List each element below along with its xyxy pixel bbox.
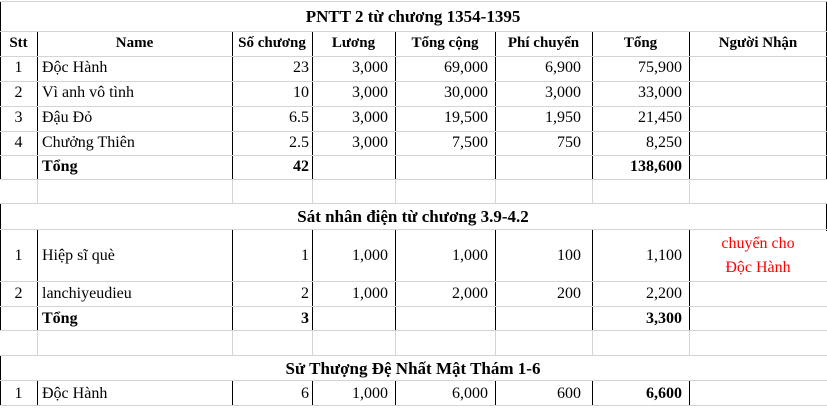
gridline [0, 380, 827, 381]
gridline [0, 330, 827, 331]
table-cell[interactable]: 69,000 [444, 59, 488, 76]
gridline [0, 229, 827, 230]
table-cell[interactable]: Độc Hành [42, 385, 108, 402]
table-cell[interactable]: 1,950 [545, 109, 581, 126]
table-cell[interactable]: 8,250 [646, 134, 682, 151]
gridline [689, 179, 690, 203]
table-cell[interactable]: 100 [557, 247, 581, 264]
table-cell[interactable]: 1,000 [452, 247, 488, 264]
table-cell[interactable]: 30,000 [444, 84, 488, 101]
table-cell[interactable]: 3,000 [352, 134, 388, 151]
table-cell[interactable]: 1 [14, 247, 23, 264]
gridline [312, 330, 313, 355]
gridline [0, 1, 827, 2]
total-chapters[interactable]: 3 [301, 310, 309, 327]
section-title: Sát nhân điện từ chương 3.9-4.2 [297, 207, 529, 226]
table-cell[interactable]: 2 [14, 84, 23, 101]
table-cell[interactable]: 23 [293, 59, 309, 76]
table-cell[interactable]: 75,900 [638, 59, 682, 76]
table-cell[interactable]: 2,000 [452, 285, 488, 302]
total-label[interactable]: Tổng [42, 158, 78, 175]
total-sum[interactable]: 3,300 [646, 310, 682, 327]
gridline [592, 330, 593, 355]
table-cell[interactable]: lanchiyeudieu [42, 285, 132, 302]
column-header[interactable]: Lương [331, 35, 376, 51]
table-cell[interactable]: 200 [557, 285, 581, 302]
table-cell[interactable]: 3,000 [352, 59, 388, 76]
table-cell[interactable]: 21,450 [638, 109, 682, 126]
table-cell[interactable]: 2,200 [646, 285, 682, 302]
gridline [495, 330, 496, 355]
table-cell[interactable]: Vì anh vô tình [42, 84, 134, 101]
table-cell[interactable]: 2 [301, 285, 309, 302]
table-cell[interactable]: 6,900 [545, 59, 581, 76]
gridline [0, 281, 827, 282]
gridline [592, 179, 593, 203]
table-border [689, 380, 690, 406]
table-border [495, 229, 496, 331]
column-header[interactable]: Phí chuyển [507, 35, 580, 51]
column-header[interactable]: Stt [9, 35, 28, 51]
table-cell[interactable]: 19,500 [444, 109, 488, 126]
table-cell[interactable]: 1 [301, 247, 309, 264]
total-chapters[interactable]: 42 [293, 158, 309, 175]
gridline [0, 56, 827, 57]
table-cell[interactable]: 6,000 [452, 385, 488, 402]
gridline [0, 355, 827, 356]
table-cell[interactable]: 1,000 [352, 285, 388, 302]
gridline [232, 330, 233, 355]
gridline [0, 31, 827, 32]
gridline [395, 179, 396, 203]
table-cell[interactable]: 2.5 [289, 134, 309, 151]
table-cell[interactable]: 33,000 [638, 84, 682, 101]
gridline [0, 179, 827, 180]
recipient-note-line: Độc Hành [725, 259, 791, 276]
gridline [395, 330, 396, 355]
section-title: Sử Thượng Đệ Nhất Mật Thám 1-6 [285, 359, 541, 378]
table-cell[interactable]: 1,100 [646, 247, 682, 264]
gridline [0, 306, 827, 307]
table-border [0, 1, 1, 31]
section-title: PNTT 2 từ chương 1354-1395 [305, 7, 521, 26]
gridline [0, 131, 827, 132]
table-cell[interactable]: 1 [14, 59, 23, 76]
table-cell[interactable]: 3,000 [352, 109, 388, 126]
table-cell[interactable]: Chưởng Thiên [42, 134, 135, 151]
table-cell[interactable]: 1,000 [352, 247, 388, 264]
table-cell[interactable]: 6.5 [289, 109, 309, 126]
recipient-note-line: chuyển cho [721, 235, 795, 252]
gridline [0, 203, 827, 204]
table-cell[interactable]: 4 [14, 134, 23, 151]
column-header[interactable]: Name [115, 35, 154, 51]
total-label[interactable]: Tổng [42, 310, 78, 327]
column-header[interactable]: Tổng [623, 35, 658, 51]
table-cell[interactable]: 1 [14, 385, 23, 402]
gridline [0, 155, 827, 156]
gridline [37, 330, 38, 355]
table-cell[interactable]: Độc Hành [42, 59, 108, 76]
table-cell[interactable]: 2 [14, 285, 23, 302]
table-cell[interactable]: 600 [557, 385, 581, 402]
table-border [37, 380, 38, 406]
gridline [495, 179, 496, 203]
table-cell[interactable]: 750 [557, 134, 581, 151]
table-cell[interactable]: 1,000 [352, 385, 388, 402]
table-cell[interactable]: 7,500 [452, 134, 488, 151]
table-cell[interactable]: Hiệp sĩ què [42, 247, 115, 264]
gridline [37, 179, 38, 203]
table-border [0, 203, 1, 331]
gridline [689, 330, 690, 355]
table-cell[interactable]: 6 [301, 385, 309, 402]
gridline [0, 405, 827, 406]
total-sum[interactable]: 138,600 [630, 158, 682, 175]
gridline [0, 106, 827, 107]
table-cell[interactable]: 3,000 [352, 84, 388, 101]
table-border [37, 229, 38, 331]
table-cell[interactable]: 10 [293, 84, 309, 101]
gridline [232, 179, 233, 203]
table-border [395, 229, 396, 331]
table-border [312, 229, 313, 331]
table-cell[interactable]: 3 [14, 109, 23, 126]
column-header[interactable]: Người Nhận [718, 35, 798, 51]
column-header[interactable]: Tổng cộng [411, 35, 479, 51]
table-cell[interactable]: 6,600 [646, 385, 682, 402]
column-header[interactable]: Số chương [238, 35, 306, 51]
gridline [312, 179, 313, 203]
table-cell[interactable]: Đậu Đỏ [42, 109, 93, 126]
gridline [0, 81, 827, 82]
table-cell[interactable]: 3,000 [545, 84, 581, 101]
